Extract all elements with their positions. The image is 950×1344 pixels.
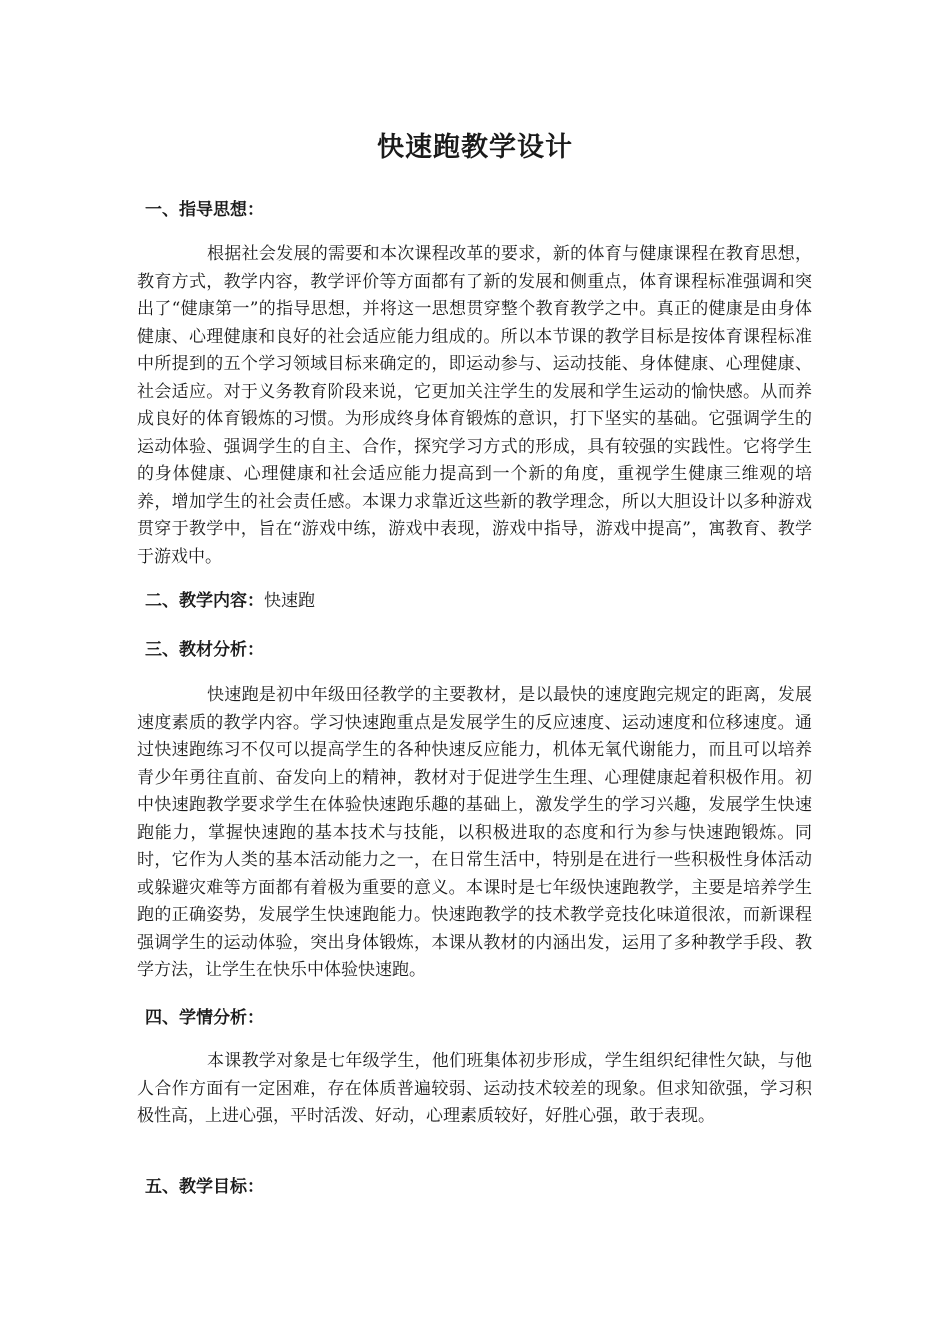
section-heading-label: 三、教材分析： (145, 640, 264, 660)
section-heading-teaching-goals (145, 1175, 815, 1199)
section-paragraph-student-analysis: 本课教学对象是七年级学生，他们班集体初步形成，学生组织纪律性欠缺，与他人合作方面有一定困难，存在体质普遍较弱、运动技术较差的现象。但求知欲强，学习积极性高，上进心强，平时活泼、好动，心理素质较好，好胜心强，敢于表现。 (137, 1051, 812, 1126)
section-paragraph-guiding-thought: 根据社会发展的需要和本次课程改革的要求，新的体育与健康课程在教育思想，教育方式，教学内容，教学评价等方面都有了新的发展和侧重点，体育课程标准强调和突出了“健康第一”的指导思想，并将这一思想贯穿整个教育教学之中。真正的健康是由身体健康、心理健康和良好的社会适应能力组成的。所以本节课的教学目标是按体育课程标准中所提到的五个学习领域目标来确定的，即运动参与、运动技能、身体健康、心理健康、社会适应。对于义务教育阶段来说，它更加关注学生的发展和学生运动的愉快感。从而养成良好的体育锻炼的习惯。为形成终身体育锻炼的意识，打下坚实的基础。它强调学生的运动体验、强调学生的自主、合作，探究学习方式的形成，具有较强的实践性。它将学生的身体健康、心理健康和社会适应能力提高到一个新的角度，重视学生健康三维观的培养，增加学生的社会责任感。本课力求靠近这些新的教学理念，所以大胆设计以多种游戏贯穿于教学中，旨在“游戏中练，游戏中表现，游戏中指导，游戏中提高”，寓教育、教学于游戏中。 (137, 244, 812, 567)
section-heading-guiding-thought (145, 198, 815, 222)
section-heading-label: 四、学情分析： (145, 1008, 264, 1028)
section-heading-material-analysis (145, 638, 815, 662)
section-heading-teaching-content (145, 589, 815, 613)
section-paragraph-material-analysis: 快速跑是初中年级田径教学的主要教材，是以最快的速度跑完规定的距离，发展速度素质的教学内容。学习快速跑重点是发展学生的反应速度、运动速度和位移速度。通过快速跑练习不仅可以提高学生的各种快速反应能力，机体无氧代谢能力，而且可以培养青少年勇往直前、奋发向上的精神，教材对于促进学生生理、心理健康起着积极作用。初中快速跑教学要求学生在体验快速跑乐趣的基础上，激发学生的学习兴趣，发展学生快速跑能力，掌握快速跑的基本技术与技能，以积极进取的态度和行为参与快速跑锻炼。同时，它作为人类的基本活动能力之一，在日常生活中，特别是在进行一些积极性身体活动或躲避灾难等方面都有着极为重要的意义。本课时是七年级快速跑教学，主要是培养学生跑的正确姿势，发展学生快速跑能力。快速跑教学的技术教学竞技化味道很浓，而新课程强调学生的运动体验，突出身体锻炼，本课从教材的内涵出发，运用了多种教学手段、教学方法，让学生在快乐中体验快速跑。 (137, 685, 812, 980)
section-heading-student-analysis (145, 1006, 815, 1030)
document-title: 快速跑教学设计 (377, 132, 573, 163)
section-heading-value: 快速跑 (264, 591, 315, 611)
section-heading-label: 五、教学目标： (145, 1177, 264, 1197)
section-heading-label: 二、教学内容： (145, 591, 264, 611)
section-heading-label: 一、指导思想： (145, 200, 264, 220)
